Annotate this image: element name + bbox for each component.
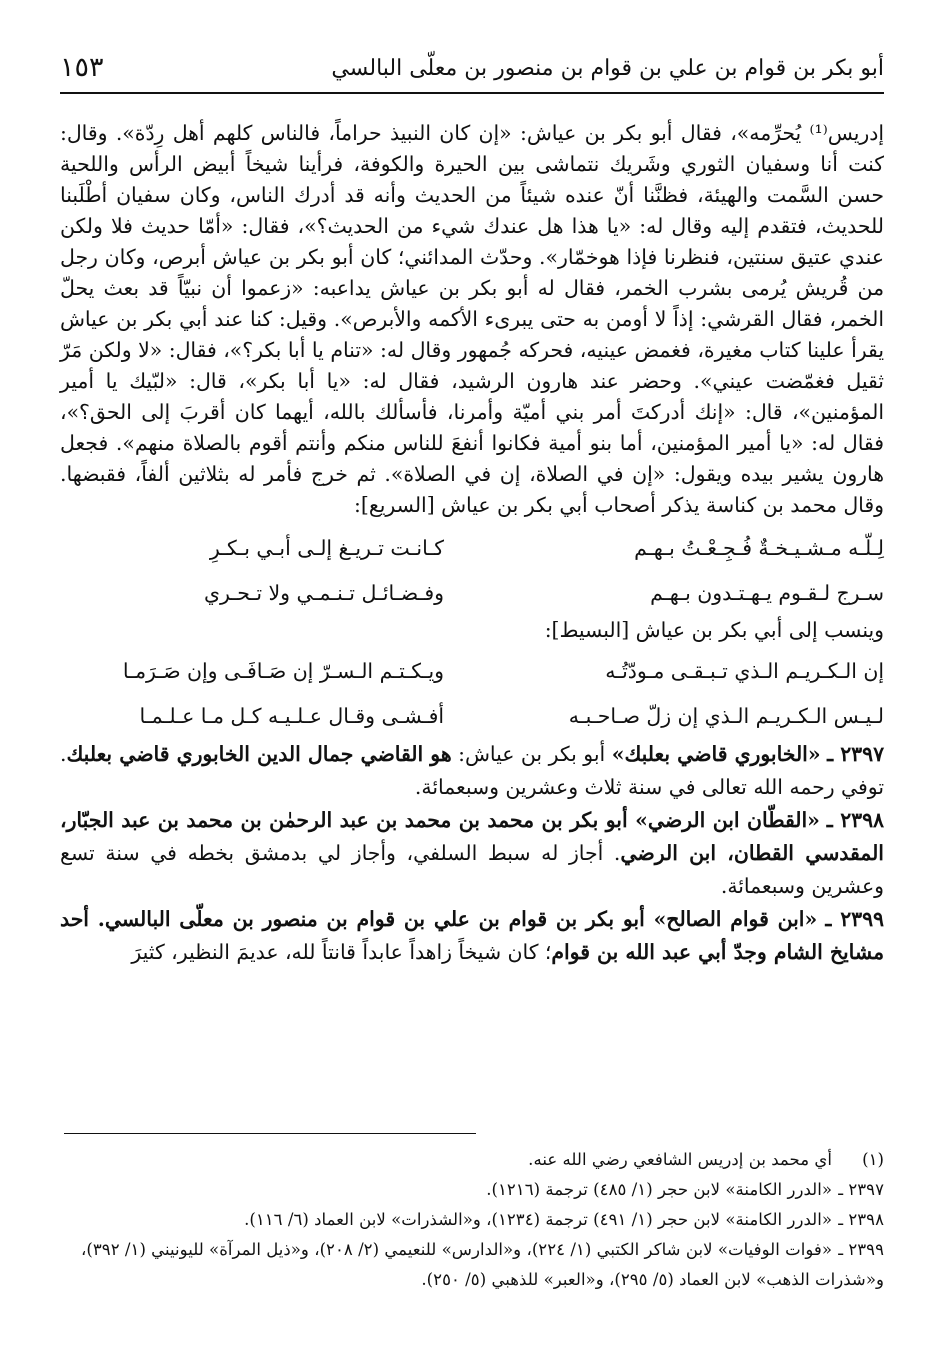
footnote-divider xyxy=(64,1133,476,1134)
verse-first-hemistich: سـرج لـقـوم يـهـتـدون بـهـم xyxy=(650,581,884,605)
footnote-mark: ٢٣٩٩ ـ xyxy=(838,1240,884,1259)
footnote-mark: (١) xyxy=(862,1150,884,1169)
footnote-text: أي محمد بن إدريس الشافعي رضي الله عنه. xyxy=(528,1150,832,1169)
footnote xyxy=(64,1235,884,1295)
entry-text: ؛ كان شيخاً زاهداً عابداً قانتاً لله، عديمَ النظير، كثيرَ xyxy=(131,940,552,964)
verse-second-hemistich: أفـشـى وقـال عـلـيـه كـل مـا عـلـمـا xyxy=(139,704,444,728)
paragraph: إدريس⁽¹⁾ يُحرِّمه»، فقال أبو بكر بن عياش: «إن كان النبيذ حراماً، فالناس كلهم أهل رِدّة». وقال: كنت أنا وسفيان الثوري وشَريك نتماشى بين الحيرة والكوفة، فرأينا شيخاً أبيض الرأس واللحية حسن السَّمت والهيئة، فظنَّنا أنّ عنده شيئاً من الحديث وأنه قد أدرك الناس، وكان سفيان أطْلَبنا للحديث، فتقدم إليه وقال له: «يا هذا هل عندك شيء من الحديث؟»، فقال: «أمّا حديث فلا ولكن عندي عتيق سنتين، فنظرنا فإذا هوخمّار». وحدّث المدائني؛ كان أبو بكر بن عياش أبرص، وكان رجل من قُريش يُرمى بشرب الخمر، فقال له أبو بكر بن عياش يداعبه: «زعموا أن نبيّاً قد بعث يحلّ الخمر، فقال القرشي: إذاً لا أومن به حتى يبرىء الأكمه والأبرص». وقيل: كنا عند أبي بكر بن عياش يقرأ علينا كتاب مغيرة، فغمض عينيه، فحركه جُمهور وقال له: «تنام يا أبا بكر؟»، فقال: «لا ولكن مَرّ ثقيل فغمّضت عيني». وحضر عند هارون الرشيد، فقال له: «يا أبا بكر»، قال: «لبّيك يا أمير المؤمنين»، قال: «إنك أدركتَ أمر بني أميّة وأمرنا، فأسألك بالله، أيهما كان أقربَ إلى الحق؟»، فقال له: «يا أمير المؤمنين، أما بنو أمية فكانوا أنفعَ للناس منكم وأنتم أقوم بالصلاة منهم». فجعل هارون يشير بيده ويقول: «إن في الصلاة، إن في الصلاة». ثم خرج فأمر له بثلاثين ألفاً، فقبضها. وقال محمد بن كناسة يذكر أصحاب أبي بكر بن عياش [السريع]: xyxy=(60,121,884,517)
entry-number: ٢٣٩٩ ـ xyxy=(825,907,885,931)
biography-entry-2399 xyxy=(60,903,884,969)
verse-line xyxy=(60,648,884,693)
verse-first-hemistich: إن الـكـريـم الـذي تـبـقـى مـودّتُـه xyxy=(605,659,884,683)
verse-second-hemistich: وفـضـائـل تـنـمـي ولا تـحـري xyxy=(204,581,444,605)
verse-first-hemistich: لِـلّـه مـشـيـخـةٌ فُـجِـعْـتُ بـهـم xyxy=(634,536,884,560)
footnote-mark: ٢٣٩٨ ـ xyxy=(838,1210,884,1229)
footnotes xyxy=(64,1145,884,1295)
verse-line xyxy=(60,693,884,738)
footnote xyxy=(64,1205,884,1235)
main-text xyxy=(60,118,884,969)
footnote-text: «الدرر الكامنة» لابن حجر (١/ ٤٩١) ترجمة (١٢٣٤)، و«الشذرات» لابن العماد (٦/ ١١٦). xyxy=(244,1210,832,1229)
verse-line xyxy=(60,525,884,570)
entry-number: ٢٣٩٧ ـ xyxy=(827,742,885,766)
footnote-mark: ٢٣٩٧ ـ xyxy=(838,1180,884,1199)
footnote-text: «الدرر الكامنة» لابن حجر (١/ ٤٨٥) ترجمة (١٢١٦). xyxy=(486,1180,832,1199)
running-title: أبو بكر بن قوام بن علي بن قوام بن منصور بن معلّى البالسي xyxy=(331,56,884,81)
entry-number: ٢٣٩٨ ـ xyxy=(826,808,884,832)
biography-entry-2397 xyxy=(60,738,884,804)
page-header xyxy=(60,50,884,94)
entry-text: . توفي رحمه الله تعالى في سنة ثلاث وعشرين وسبعمائة. xyxy=(60,742,884,799)
entry-name: «القطّان ابن الرضي» أبو بكر بن محمد بن محمد بن عبد الرحمٰن بن محمد بن عبد الجبّار، المقدسي القطان، ابن الرضي xyxy=(60,808,884,865)
entry-text: . أجاز له سبط السلفي، وأجاز لي بدمشق بخطه في سنة تسع وعشرين وسبعمائة. xyxy=(60,841,884,898)
footnote xyxy=(64,1175,884,1205)
entry-text: أبو بكر بن عياش: xyxy=(451,742,612,766)
footnote-text: «فوات الوفيات» لابن شاكر الكتبي (١/ ٢٢٤)، و«الدارس» للنعيمي (٢/ ٢٠٨)، و«ذيل المرآة» لليونيني (١/ ٣٩٢)، و«شذرات الذهب» لابن العماد (٥/ ٢٩٥)، و«العبر» للذهبي (٥/ ٢٥٠). xyxy=(81,1240,884,1289)
verse-line xyxy=(60,570,884,615)
entry-identity: هو القاضي جمال الدين الخابوري قاضي بعلبك xyxy=(66,742,452,766)
verse-first-hemistich: لـيـس الـكـريـم الـذي إن زلّ صـاحـبـه xyxy=(568,704,884,728)
page-number: ١٥٣ xyxy=(60,52,104,83)
entry-name: «ابن قوام الصالح» أبو بكر بن قوام بن علي بن قوام بن منصور بن معلّى البالسي. أحد مشايخ الشام وجدّ أبي عبد الله بن قوام xyxy=(60,907,884,964)
verse-second-hemistich: ويـكـتـم الـسـرّ إن صَـافَـى وإن صَـرَمـا xyxy=(122,659,444,683)
entry-name: «الخابوري قاضي بعلبك» xyxy=(611,742,821,766)
poem xyxy=(60,525,884,615)
footnote xyxy=(64,1145,884,1175)
biography-entry-2398 xyxy=(60,804,884,903)
verse-intro: وينسب إلى أبي بكر بن عياش [البسيط]: xyxy=(544,618,884,642)
poem xyxy=(60,648,884,738)
verse-second-hemistich: كـانـت تـريـغ إلـى أبـي بـكـرِ xyxy=(209,536,444,560)
